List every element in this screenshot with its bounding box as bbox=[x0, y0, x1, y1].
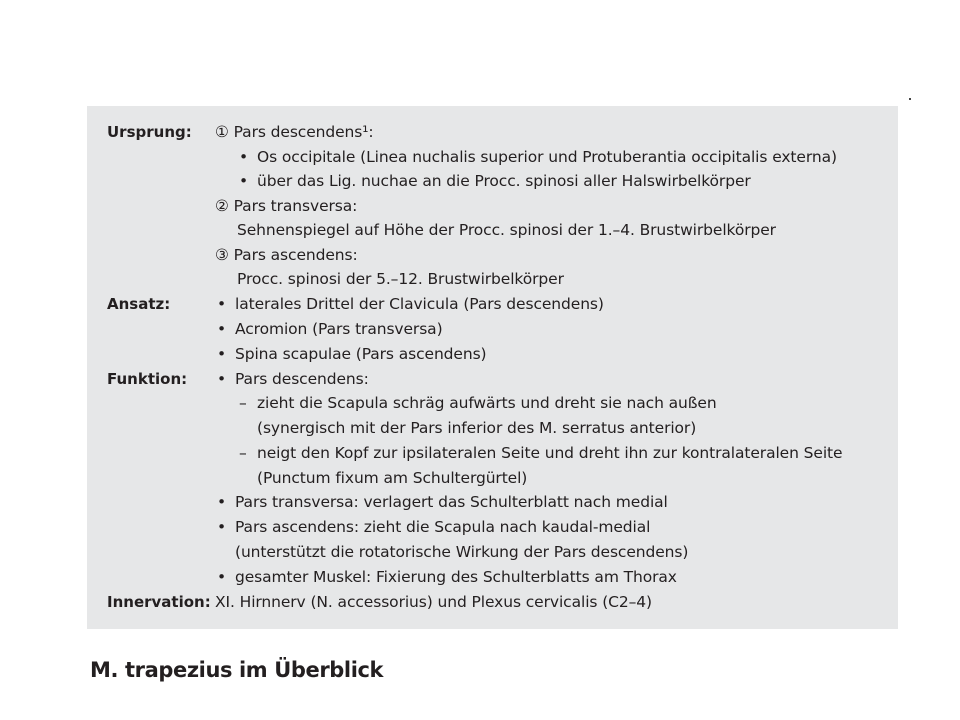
list-item-text: Pars descendens: bbox=[235, 370, 369, 388]
list-item bbox=[217, 319, 443, 339]
list-item bbox=[239, 171, 751, 191]
ursprung-pars-transversa-text: Sehnenspiegel auf Höhe der Procc. spinosi der 1.–4. Brustwirbelkörper bbox=[237, 221, 776, 239]
list-item-text: Acromion (Pars transversa) bbox=[235, 320, 443, 338]
bullet-icon: • bbox=[239, 172, 249, 190]
bullet-icon: • bbox=[217, 295, 227, 313]
summary-table-panel bbox=[87, 106, 898, 629]
bullet-icon: • bbox=[217, 345, 227, 363]
list-item bbox=[239, 393, 717, 413]
list-item-text: gesamter Muskel: Fixierung des Schulterblatts am Thorax bbox=[235, 568, 677, 586]
list-item-text: Pars transversa: verlagert das Schulterblatt nach medial bbox=[235, 493, 668, 511]
list-item-text: Os occipitale (Linea nuchalis superior und Protuberantia occipitalis externa) bbox=[257, 148, 837, 166]
bullet-icon: • bbox=[217, 518, 227, 536]
label-innervation: Innervation: bbox=[107, 593, 211, 611]
list-item bbox=[239, 443, 842, 463]
list-item-text: laterales Drittel der Clavicula (Pars descendens) bbox=[235, 295, 604, 313]
list-item bbox=[217, 344, 487, 364]
list-item bbox=[217, 567, 677, 587]
dash-icon: – bbox=[239, 444, 247, 462]
label-ursprung: Ursprung: bbox=[107, 123, 192, 141]
list-item-text: zieht die Scapula schräg aufwärts und dreht sie nach außen bbox=[257, 394, 717, 412]
list-item-text: Pars ascendens: zieht die Scapula nach kaudal-medial bbox=[235, 518, 651, 536]
bullet-icon: • bbox=[217, 320, 227, 338]
figure-caption: M. trapezius im Überblick bbox=[90, 658, 384, 682]
list-item bbox=[217, 517, 650, 537]
innervation-text: XI. Hirnnerv (N. accessorius) und Plexus cervicalis (C2–4) bbox=[215, 593, 652, 611]
dash-icon: – bbox=[239, 394, 247, 412]
ursprung-pars-transversa: ② Pars transversa: bbox=[215, 197, 358, 215]
list-item bbox=[217, 294, 604, 314]
list-item bbox=[217, 369, 369, 389]
list-item-text: Spina scapulae (Pars ascendens) bbox=[235, 345, 487, 363]
label-funktion: Funktion: bbox=[107, 370, 188, 388]
ursprung-pars-ascendens-text: Procc. spinosi der 5.–12. Brustwirbelkörper bbox=[237, 270, 564, 288]
ursprung-pars-descendens: ① Pars descendens¹: bbox=[215, 123, 374, 141]
list-item bbox=[217, 492, 668, 512]
list-item-continuation: (Punctum fixum am Schultergürtel) bbox=[257, 469, 528, 487]
list-item bbox=[239, 147, 837, 167]
bullet-icon: • bbox=[239, 148, 249, 166]
bullet-icon: • bbox=[217, 493, 227, 511]
list-item-text: über das Lig. nuchae an die Procc. spinosi aller Halswirbelkörper bbox=[257, 172, 751, 190]
ursprung-pars-ascendens: ③ Pars ascendens: bbox=[215, 246, 358, 264]
corner-mark bbox=[909, 98, 911, 100]
list-item-continuation: (synergisch mit der Pars inferior des M. serratus anterior) bbox=[257, 419, 697, 437]
list-item-continuation: (unterstützt die rotatorische Wirkung der Pars descendens) bbox=[235, 543, 689, 561]
bullet-icon: • bbox=[217, 568, 227, 586]
bullet-icon: • bbox=[217, 370, 227, 388]
label-ansatz: Ansatz: bbox=[107, 295, 171, 313]
list-item-text: neigt den Kopf zur ipsilateralen Seite und dreht ihn zur kontralateralen Seite bbox=[257, 444, 843, 462]
